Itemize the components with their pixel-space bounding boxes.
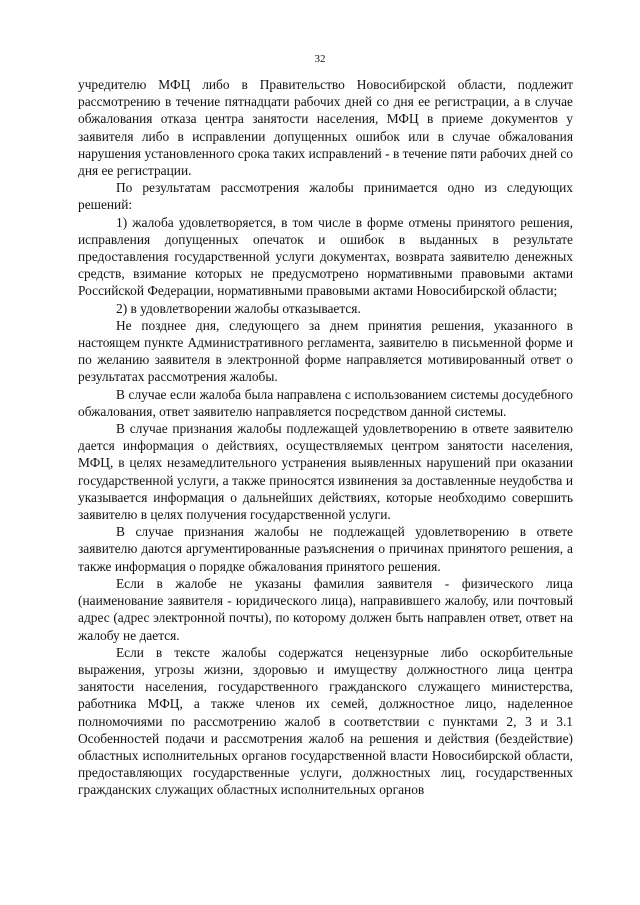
document-body [78,76,573,799]
paragraph-complaint-upheld: В случае признания жалобы подлежащей удовлетворению в ответе заявителю дается информация о действиях, осуществляемых центром занятости населения, МФЦ, в целях незамедлительного устранения выявленных нарушений при оказании государственной услуги, а также приносятся извинения за доставленные неудобства и указывается информация о дальнейших действиях, которые необходимо совершить заявителю в целях получения государственной услуги. [78,421,573,523]
paragraph-no-name-address: Если в жалобе не указаны фамилия заявителя - физического лица (наименование заявителя - юридического лица), направившего жалобу, или почтовый адрес (адрес электронной почты), по которому должен быть направлен ответ, ответ на жалобу не дается. [78,575,573,643]
paragraph-offensive-content: Если в тексте жалобы содержатся нецензурные либо оскорбительные выражения, угрозы жизни, здоровью и имуществу должностного лица центра занятости населения, государственного гражданского служащего министерства, работника МФЦ, а также членов их семей, должностное лицо, наделенное полномочиями по рассмотрению жалоб в соответствии с пунктами 2, 3 и 3.1 Особенностей подачи и рассмотрения жалоб на решения и действия (бездействие) областных исполнительных органов государственной власти Новосибирской области, предоставляющих государственные услуги, должностных лиц, государственных гражданских служащих областных исполнительных органов [78,644,573,798]
paragraph-review-results: По результатам рассмотрения жалобы принимается одно из следующих решений: [78,180,573,213]
paragraph-complaint-rejected: В случае признания жалобы не подлежащей удовлетворению в ответе заявителю даются аргументированные разъяснения о причинах принятого решения, а также информация о порядке обжалования принятого решения. [78,524,573,574]
paragraph-decision-satisfied: 1) жалоба удовлетворяется, в том числе в форме отмены принятого решения, исправления допущенных опечаток и ошибок в выданных в результате предоставления государственной услуги документах, возврата заявителю денежных средств, взимание которых не предусмотрено нормативными правовыми актами Российской Федерации, нормативными правовыми актами Новосибирской области; [78,214,573,299]
paragraph-decision-refused: 2) в удовлетворении жалобы отказывается. [116,300,361,316]
paragraph-pretrial-system: В случае если жалоба была направлена с использованием системы досудебного обжалования, ответ заявителю направляется посредством данной системы. [78,386,573,419]
paragraph-continuation: учредителю МФЦ либо в Правительство Новосибирской области, подлежит рассмотрению в течение пятнадцати рабочих дней со дня ее регистрации, а в случае обжалования отказа центра занятости населения, МФЦ в приеме документов у заявителя либо в исправлении допущенных ошибок или в случае обжалования нарушения установленного срока таких исправлений - в течение пяти рабочих дней со дня ее регистрации. [78,77,573,179]
page-number: 32 [314,53,326,65]
paragraph-response-deadline: Не позднее дня, следующего за днем принятия решения, указанного в настоящем пункте Административного регламента, заявителю в письменной форме и по желанию заявителя в электронной форме направляется мотивированный ответ о результатах рассмотрения жалобы. [78,317,573,385]
